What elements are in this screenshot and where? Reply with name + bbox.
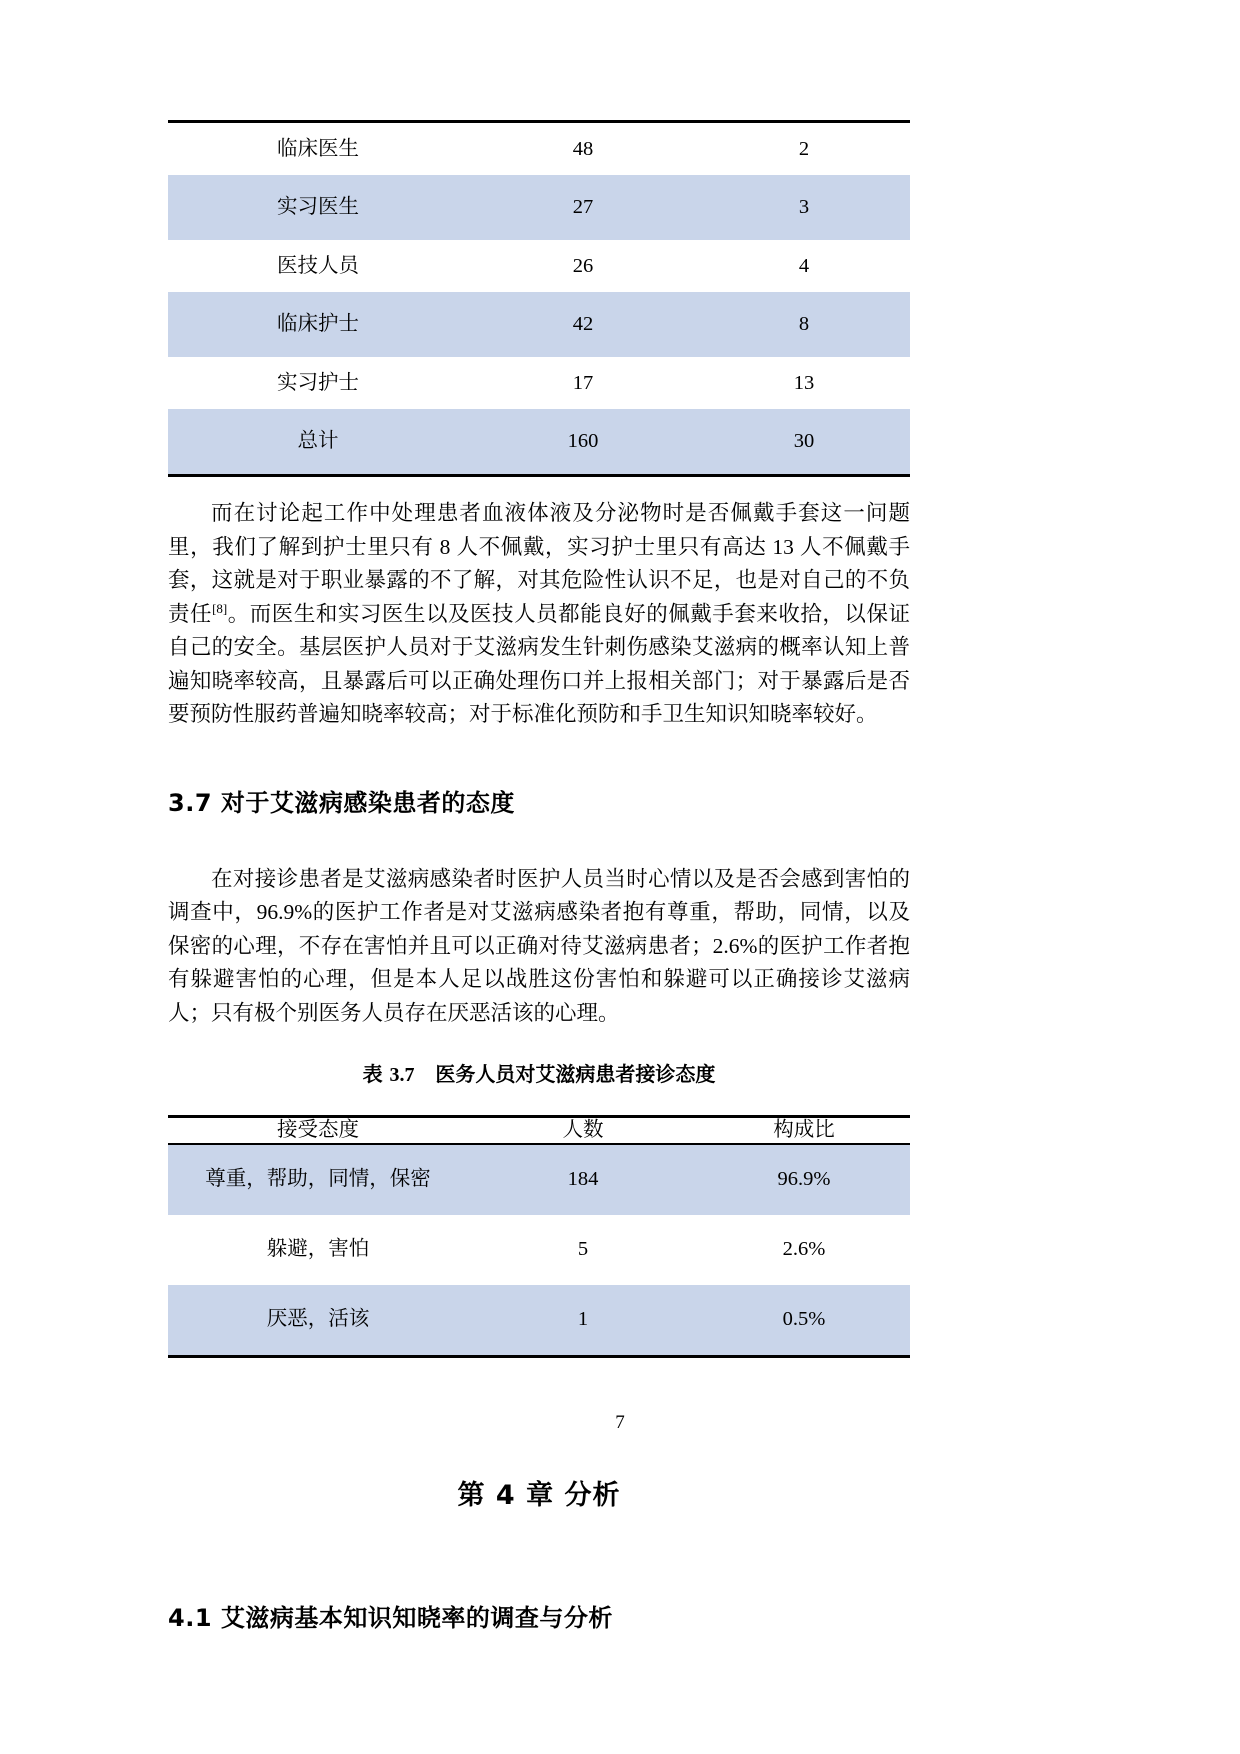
spacer-after-chapter-heading [168, 1513, 910, 1603]
table-row [168, 1144, 910, 1215]
cell-count: 160 [468, 409, 698, 476]
cell-attitude: 躲避，害怕 [266, 1238, 370, 1261]
paragraph-gloves-discussion [168, 497, 910, 732]
cell-value: 30 [698, 409, 910, 476]
cell-occupation: 实习护士 [277, 371, 359, 394]
column-header-ratio: 构成比 [698, 1117, 910, 1144]
caption-title: 医务人员对艾滋病患者接诊态度 [435, 1062, 716, 1087]
cell-count: 26 [572, 254, 594, 277]
cell-occupation: 临床医生 [168, 122, 468, 176]
spacer-after-table-3-6 [168, 477, 910, 497]
cell-count: 42 [572, 313, 594, 336]
section-heading-4-1: 4.1 艾滋病基本知识知晓率的调查与分析 [168, 1603, 613, 1632]
paragraph-attitude-survey: 在对接诊患者是艾滋病感染者时医护人员当时心情以及是否会感到害怕的调查中，96.9%的医护工作者是对艾滋病感染者抱有尊重，帮助，同情，以及保密的心理，不存在害怕并且可以正确对待艾滋病患者；2.6%的医护工作者抱有躲避害怕的心理，但是本人足以战胜这份害怕和躲避可以正确接诊艾滋病人；只有极个别医务人员存在厌恶活该的心理。 [168, 866, 910, 1025]
paragraph-part-b: 。而医生和实习医生以及医技人员都能良好的佩戴手套来收拾，以保证自己的安全。基层医护人员对于艾滋病发生针刺伤感染艾滋病的概率认知上普遍知晓率较高，且暴露后可以正确处理伤口并上报相关部门；对于暴露后是否要预防性服药普遍知晓率较高；对于标准化预防和手卫生知识知晓率较好。 [168, 601, 910, 726]
top-margin-spacer [168, 0, 910, 120]
cell-count: 27 [572, 196, 594, 219]
cell-attitude: 尊重，帮助，同情，保密 [205, 1168, 431, 1191]
table-row [168, 1215, 910, 1285]
cell-value: 2 [698, 122, 910, 176]
cell-ratio: 96.9% [777, 1168, 831, 1191]
cell-count: 184 [567, 1168, 599, 1191]
cell-value: 13 [793, 371, 815, 394]
column-header-count: 人数 [468, 1117, 698, 1144]
table-header-row [168, 1117, 910, 1144]
citation-reference: [8] [212, 600, 228, 616]
table-row [168, 357, 910, 409]
cell-count: 48 [468, 122, 698, 176]
section-heading-3-7: 3.7 对于艾滋病感染患者的态度 [168, 788, 515, 817]
table-3-6 [168, 120, 910, 477]
spacer-before-section-3-7 [168, 732, 910, 788]
table-3-7 [168, 1115, 910, 1358]
spacer-after-section-heading [168, 819, 910, 863]
cell-ratio: 0.5% [698, 1285, 910, 1357]
chapter-heading-4: 第 4 章 分析 [457, 1479, 621, 1511]
cell-occupation: 实习医生 [277, 196, 359, 219]
table-row [168, 122, 910, 176]
cell-value: 3 [798, 196, 810, 219]
cell-count: 5 [577, 1238, 589, 1261]
page-content [168, 0, 910, 1634]
cell-value: 8 [798, 313, 810, 336]
table-row [168, 240, 910, 292]
spacer-before-caption [168, 1030, 910, 1058]
cell-occupation: 总计 [168, 409, 468, 476]
spacer-after-caption [168, 1087, 910, 1115]
cell-value: 4 [798, 254, 810, 277]
column-header-attitude: 接受态度 [168, 1117, 468, 1144]
page-number: 7 [615, 1412, 625, 1433]
paragraph-part-a: 而在讨论起工作中处理患者血液体液及分泌物时是否佩戴手套这一问题里，我们了解到护士里只有 8 人不佩戴，实习护士里只有高达 13 人不佩戴手套，这就是对于职业暴露的不了解，对其危险性认识不足，也是对自己的不负责任 [168, 501, 910, 626]
table-row [168, 292, 910, 357]
cell-attitude: 厌恶，活该 [168, 1285, 468, 1357]
table-row [168, 1285, 910, 1357]
caption-label: 表 [362, 1062, 383, 1087]
table-3-7-caption [168, 1058, 910, 1087]
caption-number: 3.7 [389, 1064, 415, 1087]
cell-occupation: 临床护士 [277, 313, 359, 336]
cell-count: 17 [572, 371, 594, 394]
cell-ratio: 2.6% [782, 1238, 826, 1261]
table-row [168, 175, 910, 240]
table-row-total [168, 409, 910, 476]
cell-occupation: 医技人员 [277, 254, 359, 277]
cell-count: 1 [468, 1285, 698, 1357]
